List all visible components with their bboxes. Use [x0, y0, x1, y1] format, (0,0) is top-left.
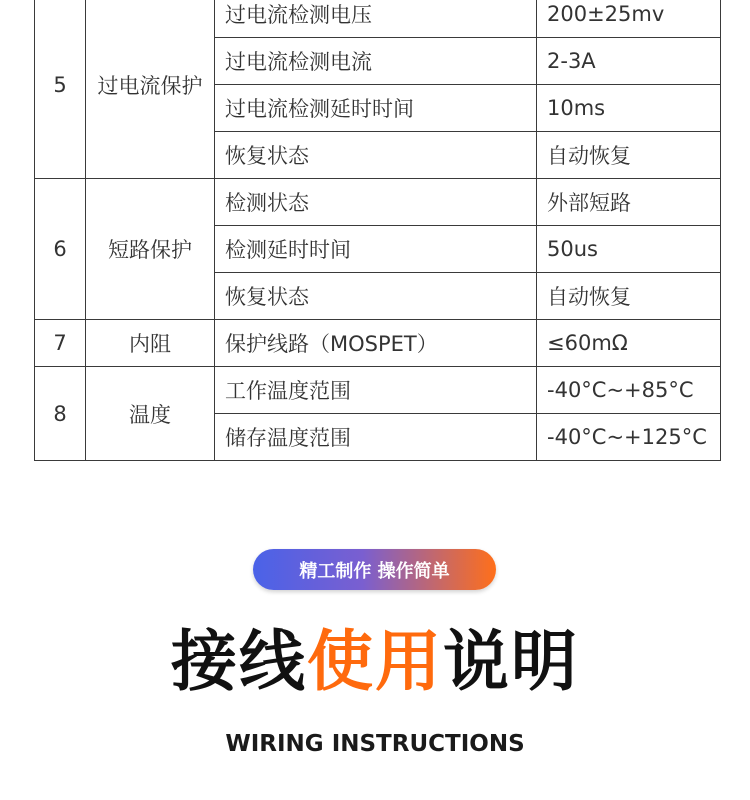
spec-value: 自动恢复: [537, 273, 721, 320]
spec-item: 恢复状态: [215, 273, 537, 320]
spec-item: 恢复状态: [215, 132, 537, 179]
title-part-2-highlight: 使用: [307, 623, 443, 700]
spec-value: 200±25mv: [537, 0, 721, 38]
spec-item: 检测状态: [215, 179, 537, 226]
table-row: [35, 320, 721, 367]
spec-item: 储存温度范围: [215, 414, 537, 461]
spec-item: 过电流检测电压: [215, 0, 537, 38]
table-row: [35, 0, 721, 38]
spec-table: [34, 0, 721, 461]
spec-item: 保护线路（MOSPET）: [215, 320, 537, 367]
feature-pill-badge: 精工制作 操作简单: [253, 549, 496, 590]
group-category: 过电流保护: [86, 0, 215, 179]
group-category: 短路保护: [86, 179, 215, 320]
spec-value: 2-3A: [537, 38, 721, 85]
spec-item: 工作温度范围: [215, 367, 537, 414]
spec-item: 检测延时时间: [215, 226, 537, 273]
spec-value: -40°C~+125°C: [537, 414, 721, 461]
section-title: [0, 612, 750, 712]
group-number: 5: [35, 0, 86, 179]
table-row: [35, 367, 721, 414]
spec-value: 外部短路: [537, 179, 721, 226]
title-part-3: 说明: [443, 623, 579, 700]
group-number: 6: [35, 179, 86, 320]
title-part-1: 接线: [171, 623, 307, 700]
spec-value: 自动恢复: [537, 132, 721, 179]
spec-item: 过电流检测延时时间: [215, 85, 537, 132]
spec-value: -40°C~+85°C: [537, 367, 721, 414]
group-number: 7: [35, 320, 86, 367]
table-row: [35, 179, 721, 226]
group-category: 温度: [86, 367, 215, 461]
group-number: 8: [35, 367, 86, 461]
spec-value: 10ms: [537, 85, 721, 132]
spec-value: 50us: [537, 226, 721, 273]
spec-item: 过电流检测电流: [215, 38, 537, 85]
group-category: 内阻: [86, 320, 215, 367]
spec-value: ≤60mΩ: [537, 320, 721, 367]
section-subtitle: WIRING INSTRUCTIONS: [225, 731, 525, 757]
